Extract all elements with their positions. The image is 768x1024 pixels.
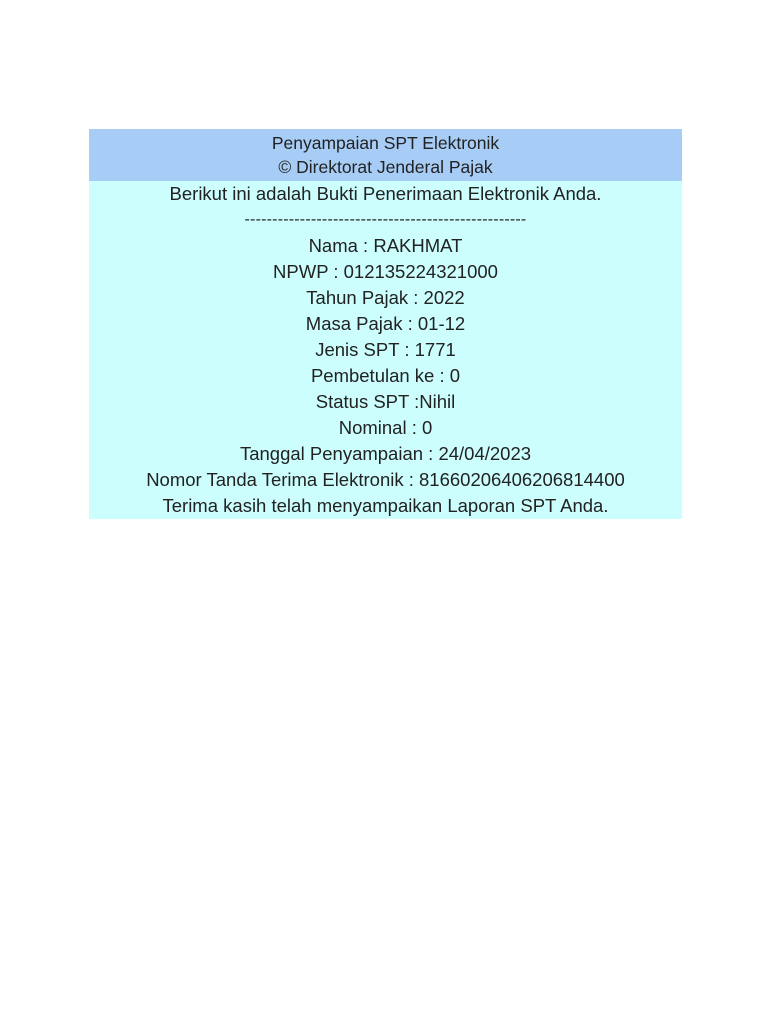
receipt-title: Penyampaian SPT Elektronik — [271, 133, 500, 153]
masa-pajak-field: Masa Pajak : 01-12 — [305, 313, 466, 334]
tanggal-penyampaian-field: Tanggal Penyampaian : 24/04/2023 — [239, 443, 532, 464]
receipt-header — [89, 129, 682, 181]
intro-text: Berikut ini adalah Bukti Penerimaan Elektronik Anda. — [169, 183, 602, 204]
status-spt-field: Status SPT :Nihil — [315, 391, 456, 412]
nama-field: Nama : RAKHMAT — [308, 235, 463, 256]
closing-text: Terima kasih telah menyampaikan Laporan SPT Anda. — [162, 495, 609, 516]
tahun-pajak-field: Tahun Pajak : 2022 — [306, 287, 465, 308]
jenis-spt-field: Jenis SPT : 1771 — [315, 339, 456, 360]
nomor-tanda-terima-field: Nomor Tanda Terima Elektronik : 81660206406206814400 — [146, 469, 625, 490]
receipt-copyright: © Direktorat Jenderal Pajak — [278, 157, 493, 177]
receipt-body — [89, 181, 682, 519]
nominal-field: Nominal : 0 — [338, 417, 433, 438]
separator-line: --------------------------------------------------- — [244, 211, 527, 228]
spt-receipt — [89, 129, 682, 519]
pembetulan-field: Pembetulan ke : 0 — [310, 365, 461, 386]
npwp-field: NPWP : 012135224321000 — [273, 261, 498, 282]
